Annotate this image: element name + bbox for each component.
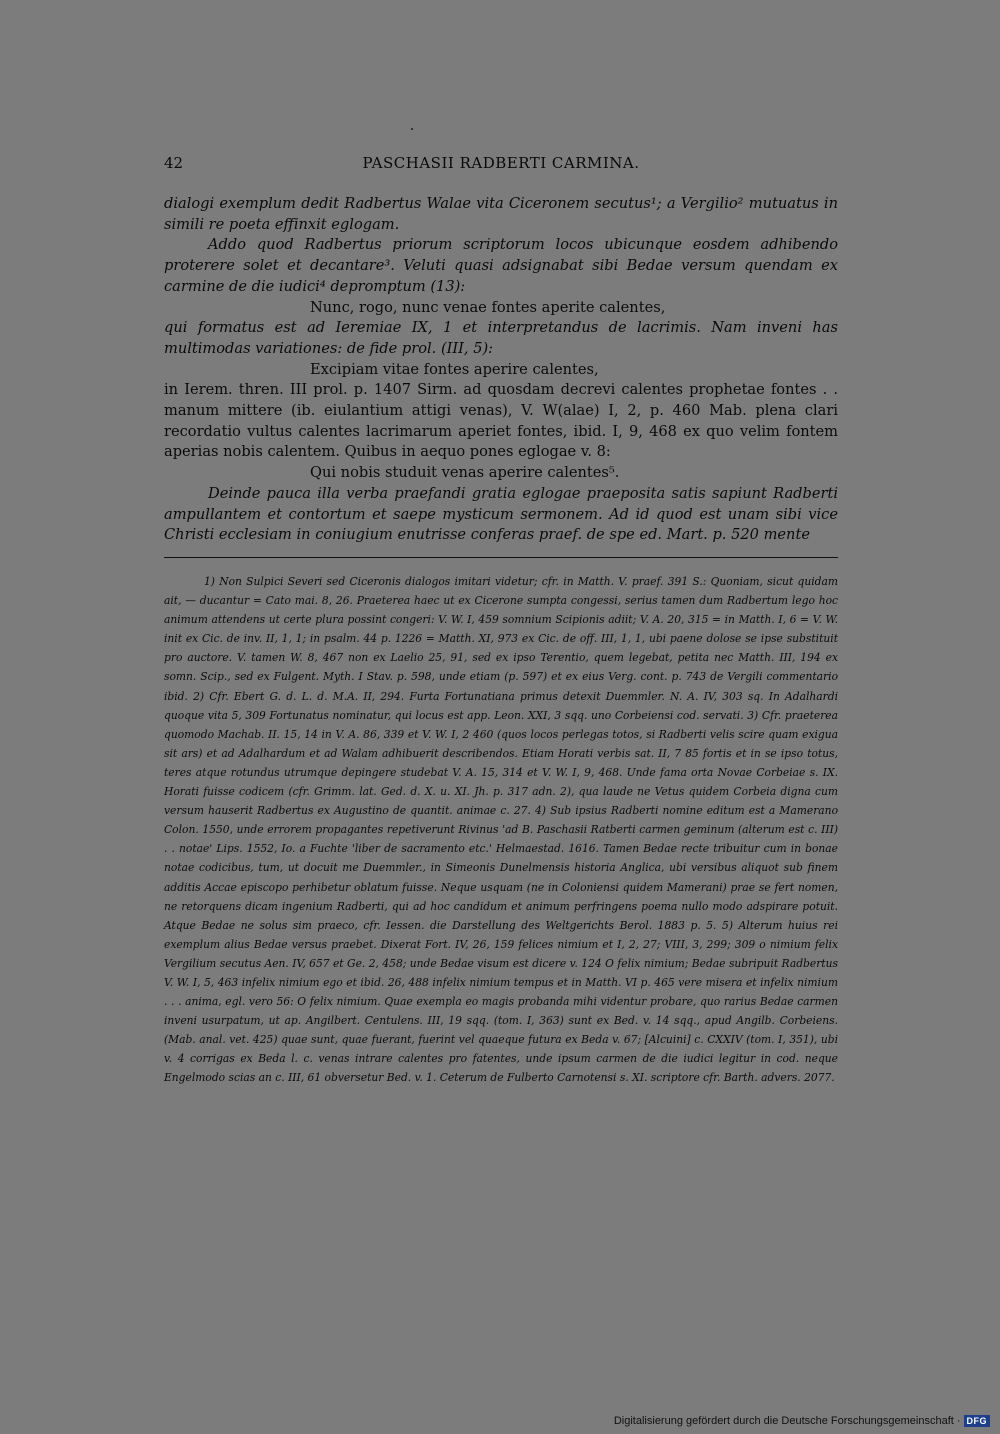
digitization-footer: Digitalisierung gefördert durch die Deutsche Forschungsgemeinschaft · DFG — [614, 1414, 990, 1428]
verse-line: Excipiam vitae fontes aperire calentes, — [310, 360, 599, 378]
footer-credit: Digitalisierung gefördert durch die Deutsche Forschungsgemeinschaft — [613, 1415, 954, 1427]
running-title: PASCHASII RADBERTI CARMINA. — [362, 154, 640, 172]
scan-speck — [411, 128, 413, 130]
footnote-rule — [164, 557, 838, 558]
dfg-logo-icon: DFG — [964, 1415, 991, 1427]
footnotes — [164, 572, 838, 1088]
body-paragraph: qui formatus est ad Ieremiae IX, 1 et interpretandus de lacrimis. Nam inveni has multimodas variationes: de fide prol. (III, 5): — [164, 319, 838, 357]
body-paragraph: dialogi exemplum dedit Radbertus Walae vita Ciceronem secutus¹; a Vergilio² mutuatus in simili re poeta effinxit eglogam. — [164, 195, 838, 233]
page-number: 42 — [164, 154, 184, 172]
main-text — [164, 194, 838, 546]
verse-line: Nunc, rogo, nunc venae fontes aperite calentes, — [310, 298, 666, 316]
body-paragraph: Deinde pauca illa verba praefandi gratia eglogae praeposita satis sapiunt Radberti ampullantem et contortum et saepe mysticum sermonem. Ad id quod est unam sibi vice Christi ecclesiam in coniugium enutrisse conferas praef. de spe ed. Mart. p. 520 mente — [164, 484, 838, 544]
body-paragraph: Addo quod Radbertus priorum scriptorum locos ubicunque eosdem adhibendo proterere solet et decantare³. Veluti quasi adsignabat sibi Bedae versum quendam ex carmine de die iudici⁴ depromptum (13): — [164, 236, 838, 295]
body-paragraph: in Ierem. thren. III prol. p. 1407 Sirm. ad quosdam decrevi calentes prophetae fontes . . manum mittere (ib. eiulantium attigi venas), V. W(alae) I, 2, p. 460 Mab. plena clari recordatio vultus calentes lacrimarum aperiet fontes, ibid. I, 9, 468 ex quo velim fontem aperias nobis calentem. Quibus in aequo pones eglogae v. 8: — [164, 381, 838, 461]
page-header — [164, 154, 838, 178]
footnote-text: 1) Non Sulpici Severi sed Ciceronis dialogos imitari videtur; cfr. in Matth. V. praef. 391 S.: Quoniam, sicut quidam ait, — ducantur = Cato mai. 8, 26. Praeterea haec ut ex Cicerone sumpta congessi, serius tamen dum Radbertum lego hoc animum attendens ut certe plura possint congeri: V. W. I, 459 somnium Scipionis adiit; V. A. 20, 315 = in Matth. I, 6 = V. W. init ex Cic. de inv. II, 1, 1; in psalm. 44 p. 1226 = Matth. XI, 973 ex Cic. de off. III, 1, 1, ubi paene dolose se ipse substituit pro auctore. V. tamen W. 8, 467 non ex Laelio 25, 91, sed ex ipso Terentio, quem legebat, petita nec Matth. III, 194 ex somn. Scip., sed ex Fulgent. Myth. I Stav. p. 598, unde etiam (p. 597) et ex eius Verg. cont. p. 743 de Vergili commentario ibid. 2) Cfr. Ebert G. d. L. d. M.A. II, 294. Furta Fortunatiana primus detexit Duemmler. N. A. IV, 303 sq. In Adalhardi quoque vita 5, 309 Fortunatus nominatur, qui locus est app. Leon. XXI, 3 sqq. uno Corbeiensi cod. servati. 3) Cfr. praeterea quomodo Machab. II. 15, 14 in V. A. 86, 339 et V. W. I, 2 460 (quos locos perlegas totos, si Radberti velis scire quam exigua sit ars) et ad Adalhardum et ad Walam adhibuerit describendos. Etiam Horati verbis sat. II, 7 85 fortis et in se ipso totus, teres atque rotundus utrumque depingere studebat V. A. 15, 314 et V. W. I, 9, 468. Unde fama orta Novae Corbeiae s. IX. Horati fuisse codicem (cfr. Grimm. lat. Ged. d. X. u. XI. Jh. p. 317 adn. 2), qua laude ne Vetus quidem Corbeia digna cum versum hauserit Radbertus ex Augustino de quantit. animae c. 27. 4) Sub ipsius Radberti nomine editum est a Mamerano Colon. 1550, unde errorem propagantes repetiverunt Rivinus 'ad B. Paschasii Ratberti carmen geminum (alterum est c. III) . . notae' Lips. 1552, Io. a Fuchte 'liber de sacramento etc.' Helmaestad. 1616. Tamen Bedae recte tribuitur cum in bonae notae codicibus, tum, ut docuit me Duemmler., in Simeonis Dunelmensis historia Anglica, ubi versibus aliquot sub finem additis Accae episcopo perhibetur oblatum fuisse. Neque usquam (ne in Coloniensi quidem Mamerani) prae se fert nomen, ne retorquens dicam ingenium Radberti, qui ad hoc candidum et animum perfringens poema nullo modo adspirare potuit. Atque Bedae ne solus sim praeco, cfr. Iessen. die Darstellung des Weltgerichts Berol. 1883 p. 5. 5) Alterum huius rei exemplum alius Bedae versus praebet. Dixerat Fort. IV, 26, 159 felices nimium et I, 2, 27; VIII, 3, 299; 309 o nimium felix Vergilium secutus Aen. IV, 657 et Ge. 2, 458; unde Bedae visum est dicere v. 124 O felix nimium; Bedae subripuit Radbertus V. W. I, 5, 463 infelix nimium ego et ibid. 26, 488 infelix nimium tempus et in Matth. VI p. 465 vere misera et infelix nimium . . . anima, egl. vero 56: O felix nimium. Quae exempla eo magis probanda mihi videntur probare, quo rarius Bedae carmen inveni usurpatum, ut ap. Angilbert. Centulens. III, 19 sqq. (tom. I, 363) sunt ex Bed. v. 14 sqq., apud Angilb. Corbeiens. (Mab. anal. vet. 425) quae sunt, quae fuerant, fuerint vel quaeque futura ex Beda v. 67; [Alcuini] c. CXXIV (tom. I, 351), ubi v. 4 corrigas ex Beda l. c. venas intrare calentes pro fatentes, unde ipsum carmen de die iudici legitur in cod. neque Engelmodo scias an c. III, 61 obversetur Bed. v. 1. Ceterum de Fulberto Carnotensi s. XI. scriptore cfr. Barth. advers. 2077. — [164, 575, 838, 1085]
verse-line: Qui nobis studuit venas aperire calentes⁵. — [310, 464, 620, 482]
